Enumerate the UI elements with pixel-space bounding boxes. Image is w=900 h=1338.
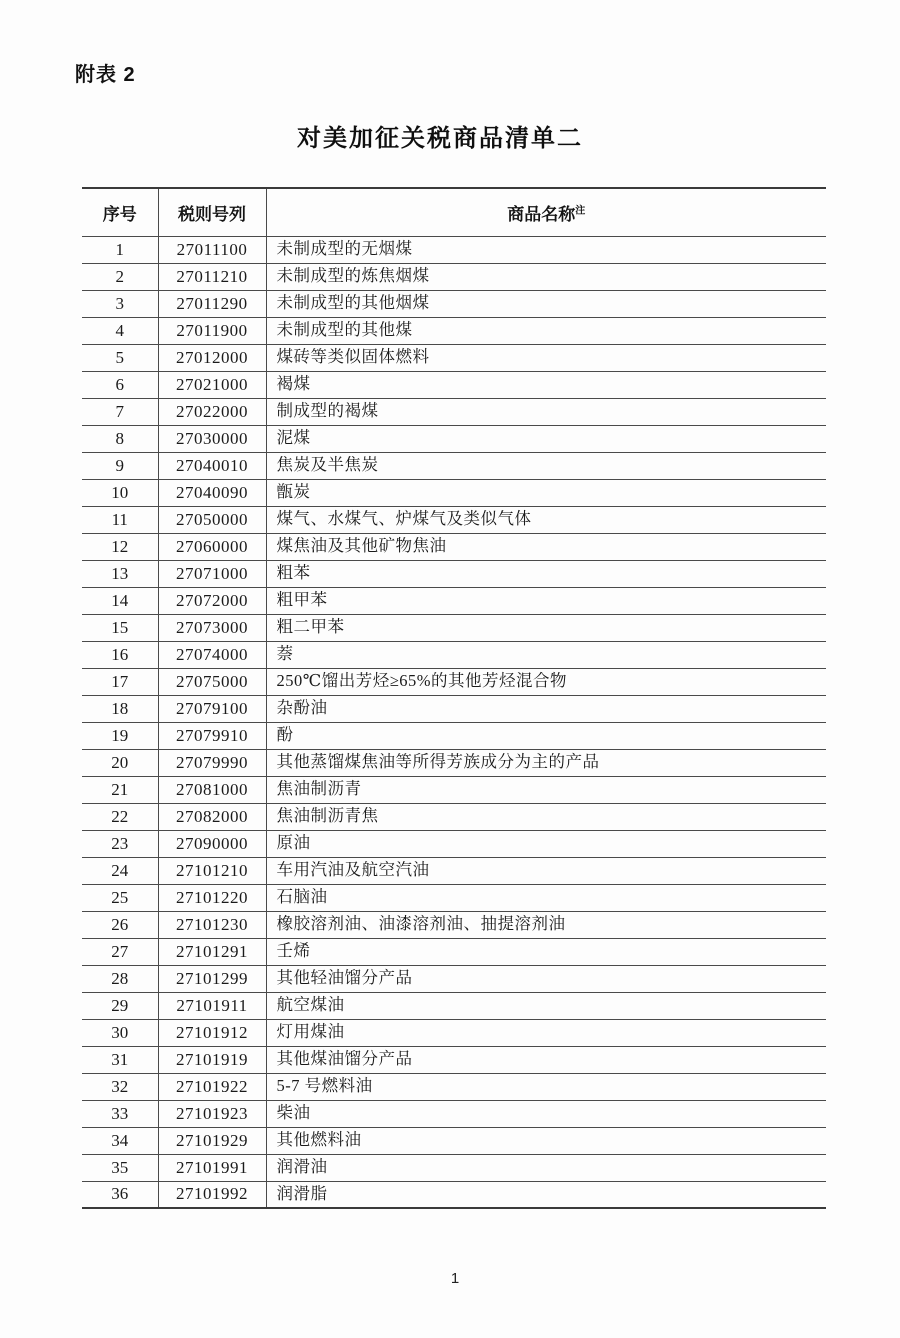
table-row — [82, 992, 826, 1019]
row-product-name-cell: 煤砖等类似固体燃料 — [266, 344, 826, 371]
row-no-cell: 20 — [82, 749, 158, 776]
row-no-cell: 11 — [82, 506, 158, 533]
row-tariff-code-cell: 27101210 — [158, 857, 266, 884]
row-tariff-code-cell: 27081000 — [158, 776, 266, 803]
table-row — [82, 668, 826, 695]
table-row — [82, 1127, 826, 1154]
row-no-cell: 30 — [82, 1019, 158, 1046]
row-product-name-cell: 粗苯 — [266, 560, 826, 587]
row-product-name-cell: 其他蒸馏煤焦油等所得芳族成分为主的产品 — [266, 749, 826, 776]
row-product-name-cell: 煤焦油及其他矿物焦油 — [266, 533, 826, 560]
row-tariff-code-cell: 27021000 — [158, 371, 266, 398]
row-tariff-code-cell: 27011290 — [158, 290, 266, 317]
row-no-cell: 25 — [82, 884, 158, 911]
row-product-name-cell: 其他燃料油 — [266, 1127, 826, 1154]
row-product-name-cell: 润滑油 — [266, 1154, 826, 1181]
table-row — [82, 1073, 826, 1100]
row-product-name-cell: 焦油制沥青 — [266, 776, 826, 803]
column-header-note-superscript: 注 — [575, 205, 586, 217]
table-row — [82, 479, 826, 506]
row-no-cell: 8 — [82, 425, 158, 452]
row-tariff-code-cell: 27101922 — [158, 1073, 266, 1100]
column-header-name — [266, 188, 826, 236]
row-no-cell: 15 — [82, 614, 158, 641]
row-no-cell: 32 — [82, 1073, 158, 1100]
row-tariff-code-cell: 27101919 — [158, 1046, 266, 1073]
row-product-name-cell: 未制成型的其他烟煤 — [266, 290, 826, 317]
row-product-name-cell: 酚 — [266, 722, 826, 749]
table-row — [82, 965, 826, 992]
row-no-cell: 26 — [82, 911, 158, 938]
row-tariff-code-cell: 27101992 — [158, 1181, 266, 1208]
row-no-cell: 31 — [82, 1046, 158, 1073]
table-row — [82, 938, 826, 965]
row-product-name-cell: 5-7 号燃料油 — [266, 1073, 826, 1100]
row-no-cell: 34 — [82, 1127, 158, 1154]
row-no-cell: 10 — [82, 479, 158, 506]
table-row — [82, 452, 826, 479]
row-no-cell: 2 — [82, 263, 158, 290]
row-product-name-cell: 焦炭及半焦炭 — [266, 452, 826, 479]
row-tariff-code-cell: 27079100 — [158, 695, 266, 722]
tariff-table — [82, 187, 826, 1209]
row-product-name-cell: 杂酚油 — [266, 695, 826, 722]
row-product-name-cell: 润滑脂 — [266, 1181, 826, 1208]
row-tariff-code-cell: 27050000 — [158, 506, 266, 533]
row-product-name-cell: 煤气、水煤气、炉煤气及类似气体 — [266, 506, 826, 533]
row-tariff-code-cell: 27011900 — [158, 317, 266, 344]
row-tariff-code-cell: 27012000 — [158, 344, 266, 371]
row-product-name-cell: 泥煤 — [266, 425, 826, 452]
column-header-name-text: 商品名称 — [507, 204, 576, 224]
row-product-name-cell: 粗二甲苯 — [266, 614, 826, 641]
table-row — [82, 425, 826, 452]
row-no-cell: 29 — [82, 992, 158, 1019]
row-product-name-cell: 甑炭 — [266, 479, 826, 506]
row-product-name-cell: 石脑油 — [266, 884, 826, 911]
row-no-cell: 3 — [82, 290, 158, 317]
row-product-name-cell: 柴油 — [266, 1100, 826, 1127]
table-row — [82, 884, 826, 911]
table-row — [82, 587, 826, 614]
row-tariff-code-cell: 27101923 — [158, 1100, 266, 1127]
row-no-cell: 36 — [82, 1181, 158, 1208]
table-row — [82, 560, 826, 587]
row-no-cell: 19 — [82, 722, 158, 749]
row-product-name-cell: 未制成型的炼焦烟煤 — [266, 263, 826, 290]
row-product-name-cell: 车用汽油及航空汽油 — [266, 857, 826, 884]
row-no-cell: 13 — [82, 560, 158, 587]
row-no-cell: 17 — [82, 668, 158, 695]
table-row — [82, 641, 826, 668]
table-row — [82, 749, 826, 776]
column-header-no: 序号 — [82, 188, 158, 236]
table-row — [82, 1046, 826, 1073]
table-row — [82, 506, 826, 533]
table-row — [82, 317, 826, 344]
row-product-name-cell: 250℃馏出芳烃≥65%的其他芳烃混合物 — [266, 668, 826, 695]
table-row — [82, 533, 826, 560]
row-tariff-code-cell: 27040090 — [158, 479, 266, 506]
row-product-name-cell: 粗甲苯 — [266, 587, 826, 614]
row-tariff-code-cell: 27022000 — [158, 398, 266, 425]
row-product-name-cell: 灯用煤油 — [266, 1019, 826, 1046]
table-header-row — [82, 188, 826, 236]
row-no-cell: 18 — [82, 695, 158, 722]
row-tariff-code-cell: 27073000 — [158, 614, 266, 641]
table-row — [82, 344, 826, 371]
table-row — [82, 1019, 826, 1046]
row-no-cell: 33 — [82, 1100, 158, 1127]
row-product-name-cell: 萘 — [266, 641, 826, 668]
table-row — [82, 857, 826, 884]
row-product-name-cell: 未制成型的其他煤 — [266, 317, 826, 344]
table-row — [82, 263, 826, 290]
row-tariff-code-cell: 27101911 — [158, 992, 266, 1019]
table-row — [82, 398, 826, 425]
row-tariff-code-cell: 27011100 — [158, 236, 266, 263]
row-product-name-cell: 橡胶溶剂油、油漆溶剂油、抽提溶剂油 — [266, 911, 826, 938]
table-row — [82, 1100, 826, 1127]
page-number: 1 — [450, 1270, 460, 1287]
row-no-cell: 16 — [82, 641, 158, 668]
row-tariff-code-cell: 27079990 — [158, 749, 266, 776]
row-product-name-cell: 焦油制沥青焦 — [266, 803, 826, 830]
row-product-name-cell: 壬烯 — [266, 938, 826, 965]
table-row — [82, 371, 826, 398]
table-row — [82, 236, 826, 263]
row-tariff-code-cell: 27071000 — [158, 560, 266, 587]
row-no-cell: 14 — [82, 587, 158, 614]
row-no-cell: 35 — [82, 1154, 158, 1181]
row-tariff-code-cell: 27079910 — [158, 722, 266, 749]
row-no-cell: 1 — [82, 236, 158, 263]
row-tariff-code-cell: 27060000 — [158, 533, 266, 560]
table-row — [82, 290, 826, 317]
row-no-cell: 24 — [82, 857, 158, 884]
row-tariff-code-cell: 27040010 — [158, 452, 266, 479]
row-product-name-cell: 其他轻油馏分产品 — [266, 965, 826, 992]
table-row — [82, 722, 826, 749]
row-tariff-code-cell: 27101929 — [158, 1127, 266, 1154]
table-row — [82, 614, 826, 641]
table-row — [82, 695, 826, 722]
row-no-cell: 12 — [82, 533, 158, 560]
page-title: 对美加征关税商品清单二 — [297, 125, 583, 152]
table-row — [82, 803, 826, 830]
row-no-cell: 23 — [82, 830, 158, 857]
row-tariff-code-cell: 27101299 — [158, 965, 266, 992]
row-no-cell: 4 — [82, 317, 158, 344]
row-no-cell: 6 — [82, 371, 158, 398]
table-row — [82, 830, 826, 857]
row-tariff-code-cell: 27082000 — [158, 803, 266, 830]
table-row — [82, 1154, 826, 1181]
row-tariff-code-cell: 27101220 — [158, 884, 266, 911]
row-no-cell: 9 — [82, 452, 158, 479]
row-product-name-cell: 原油 — [266, 830, 826, 857]
row-tariff-code-cell: 27090000 — [158, 830, 266, 857]
row-no-cell: 27 — [82, 938, 158, 965]
row-no-cell: 21 — [82, 776, 158, 803]
row-product-name-cell: 制成型的褐煤 — [266, 398, 826, 425]
appendix-label: 附表 2 — [75, 64, 136, 86]
row-product-name-cell: 航空煤油 — [266, 992, 826, 1019]
row-tariff-code-cell: 27101991 — [158, 1154, 266, 1181]
table-body — [82, 236, 826, 1208]
row-product-name-cell: 褐煤 — [266, 371, 826, 398]
row-tariff-code-cell: 27030000 — [158, 425, 266, 452]
row-no-cell: 28 — [82, 965, 158, 992]
row-product-name-cell: 其他煤油馏分产品 — [266, 1046, 826, 1073]
table-row — [82, 776, 826, 803]
row-product-name-cell: 未制成型的无烟煤 — [266, 236, 826, 263]
row-tariff-code-cell: 27011210 — [158, 263, 266, 290]
table-row — [82, 911, 826, 938]
table-row — [82, 1181, 826, 1208]
row-no-cell: 22 — [82, 803, 158, 830]
row-no-cell: 5 — [82, 344, 158, 371]
row-tariff-code-cell: 27101230 — [158, 911, 266, 938]
row-tariff-code-cell: 27075000 — [158, 668, 266, 695]
row-tariff-code-cell: 27074000 — [158, 641, 266, 668]
row-tariff-code-cell: 27101291 — [158, 938, 266, 965]
row-tariff-code-cell: 27072000 — [158, 587, 266, 614]
row-no-cell: 7 — [82, 398, 158, 425]
row-tariff-code-cell: 27101912 — [158, 1019, 266, 1046]
column-header-code: 税则号列 — [158, 188, 266, 236]
